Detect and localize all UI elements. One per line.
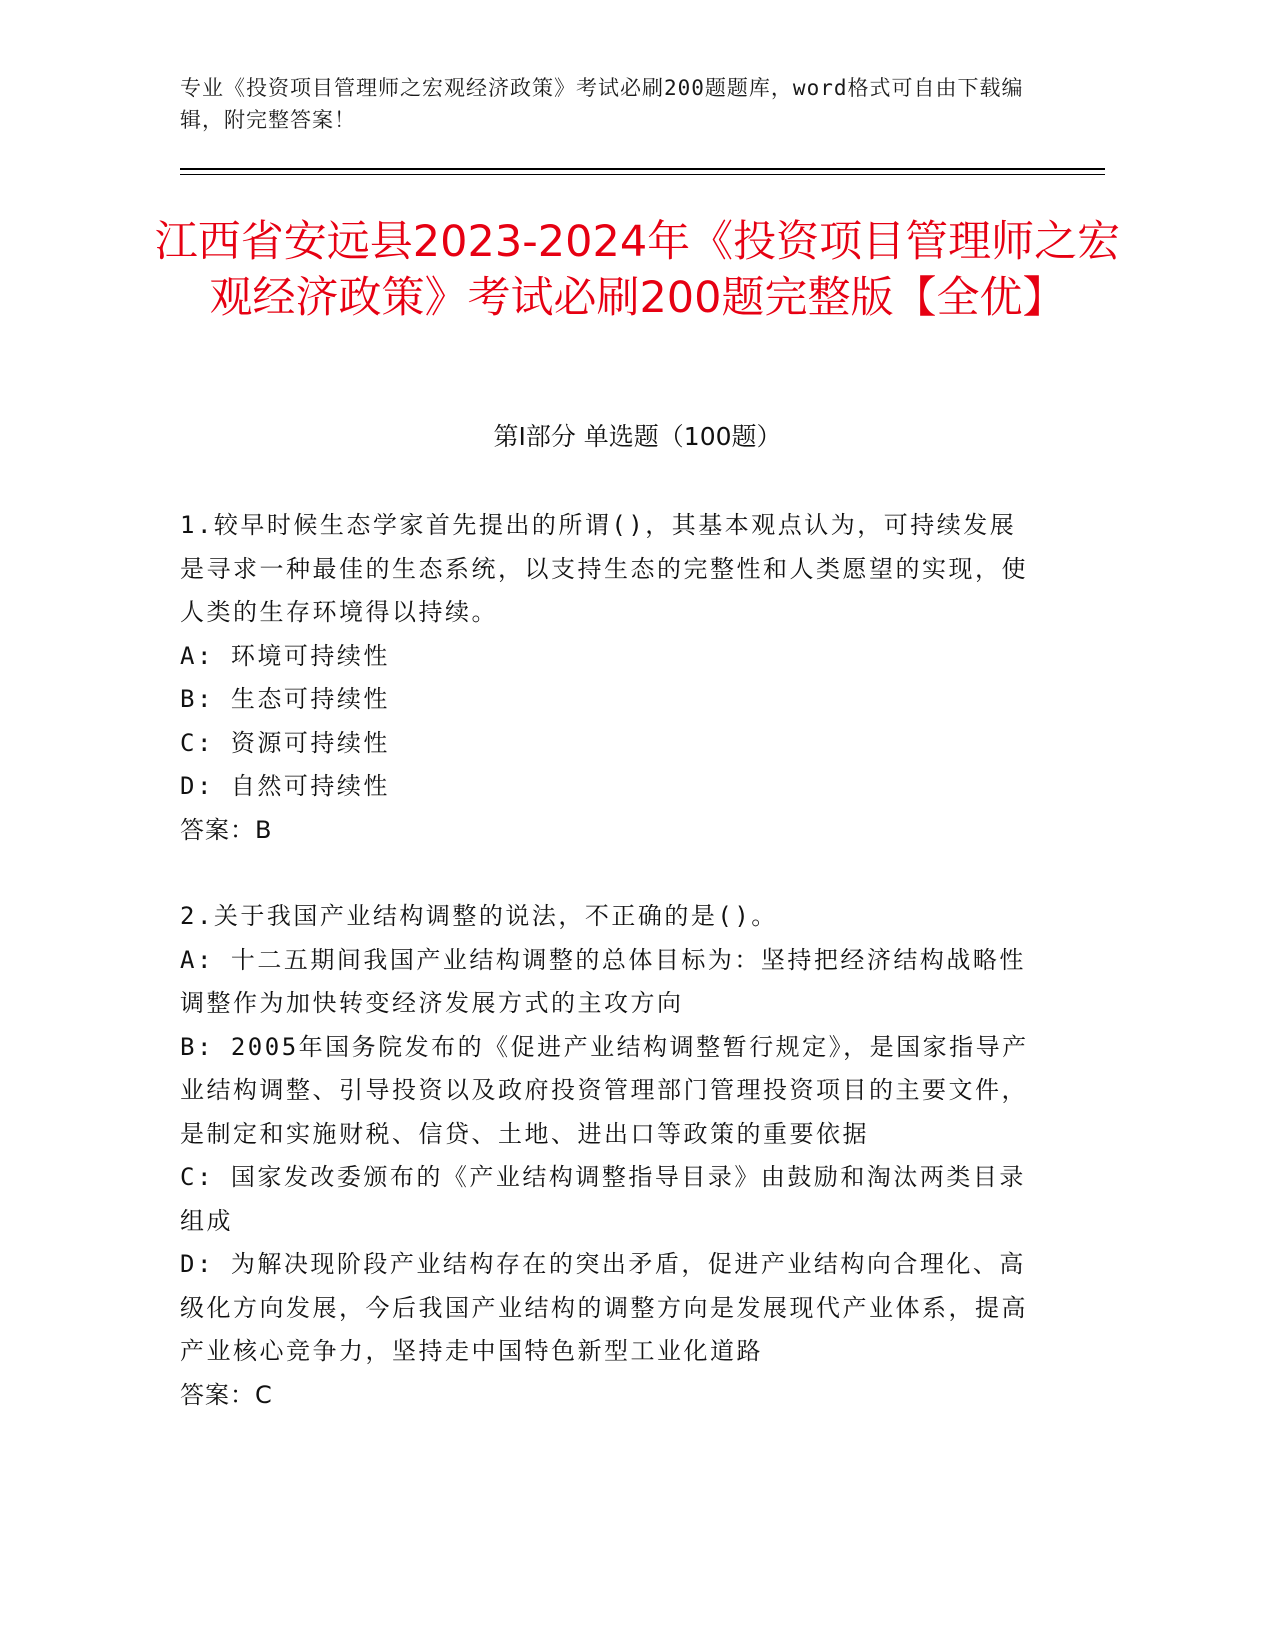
- question-1: [180, 504, 1040, 852]
- answer-line: 答案：C: [180, 1380, 273, 1409]
- question-stem: 1.较早时候生态学家首先提出的所谓()，其基本观点认为，可持续发展是寻求一种最佳的生态系统，以支持生态的完整性和人类愿望的实现，使人类的生存环境得以持续。: [180, 511, 1028, 626]
- option-b: B: 2005年国务院发布的《促进产业结构调整暂行规定》，是国家指导产业结构调整、引导投资以及政府投资管理部门管理投资项目的主要文件，是制定和实施财税、信贷、土地、进出口等政策的重要依据: [180, 1032, 1029, 1148]
- header-rule-thin: [180, 174, 1105, 175]
- question-list: [180, 504, 1040, 1417]
- header-note: 专业《投资项目管理师之宏观经济政策》考试必刷200题题库，word格式可自由下载编辑，附完整答案！: [180, 76, 1024, 132]
- section-title: 第I部分 单选题（100题）: [493, 422, 782, 451]
- option-a: A: 十二五期间我国产业结构调整的总体目标为：坚持把经济结构战略性调整作为加快转变经济发展方式的主攻方向: [180, 945, 1026, 1017]
- option-a: A: 环境可持续性: [180, 641, 390, 670]
- option-c: C: 资源可持续性: [180, 728, 390, 757]
- option-b: B: 生态可持续性: [180, 685, 390, 713]
- option-c: C: 国家发改委颁布的《产业结构调整指导目录》由鼓励和淘汰两类目录组成: [180, 1163, 1026, 1235]
- question-2: [180, 895, 1040, 1417]
- header-rule-thick: [180, 168, 1105, 170]
- option-d: D: 自然可持续性: [180, 772, 390, 800]
- option-d: D: 为解决现阶段产业结构存在的突出矛盾，促进产业结构向合理化、高级化方向发展，今后我国产业结构的调整方向是发展现代产业体系，提高产业核心竞争力，坚持走中国特色新型工业化道路: [180, 1250, 1028, 1365]
- question-stem: 2.关于我国产业结构调整的说法，不正确的是()。: [180, 902, 778, 930]
- document-title: 江西省安远县2023-2024年《投资项目管理师之宏观经济政策》考试必刷200题完整版【全优】: [154, 217, 1121, 323]
- answer-line: 答案：B: [180, 815, 273, 844]
